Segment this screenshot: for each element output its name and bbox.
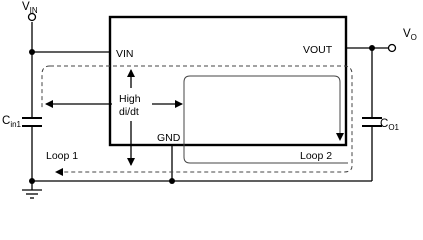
co-capacitor	[362, 118, 382, 126]
high-didt-label-line2: di/dt	[119, 106, 139, 118]
vo-node-label: $V_O$	[403, 28, 417, 42]
junction-vout	[369, 45, 375, 51]
ic-pin-vin-label: VIN	[116, 48, 134, 60]
wires	[32, 22, 389, 190]
ic-pin-gnd-label: GND	[157, 132, 181, 144]
high-didt-label-line1: High	[119, 93, 141, 105]
ground-symbol	[22, 190, 42, 198]
junction-gnd-left	[29, 178, 35, 184]
vin-node-label: $V_{IN}$	[22, 1, 38, 15]
junction-gnd-pin	[169, 178, 175, 184]
junction-vin	[29, 49, 35, 55]
vo-terminal	[389, 45, 396, 52]
loop2-path	[184, 76, 340, 147]
ic-pin-vout-label: VOUT	[303, 44, 333, 56]
loop1-label: Loop 1	[46, 150, 79, 162]
loop2-label: Loop 2	[300, 150, 333, 162]
cin-capacitor	[22, 118, 42, 126]
cin-label: $C_{in1}$	[2, 115, 21, 129]
regulator-ic-box	[110, 17, 346, 145]
co-label: $C_{O1}$	[380, 118, 399, 132]
